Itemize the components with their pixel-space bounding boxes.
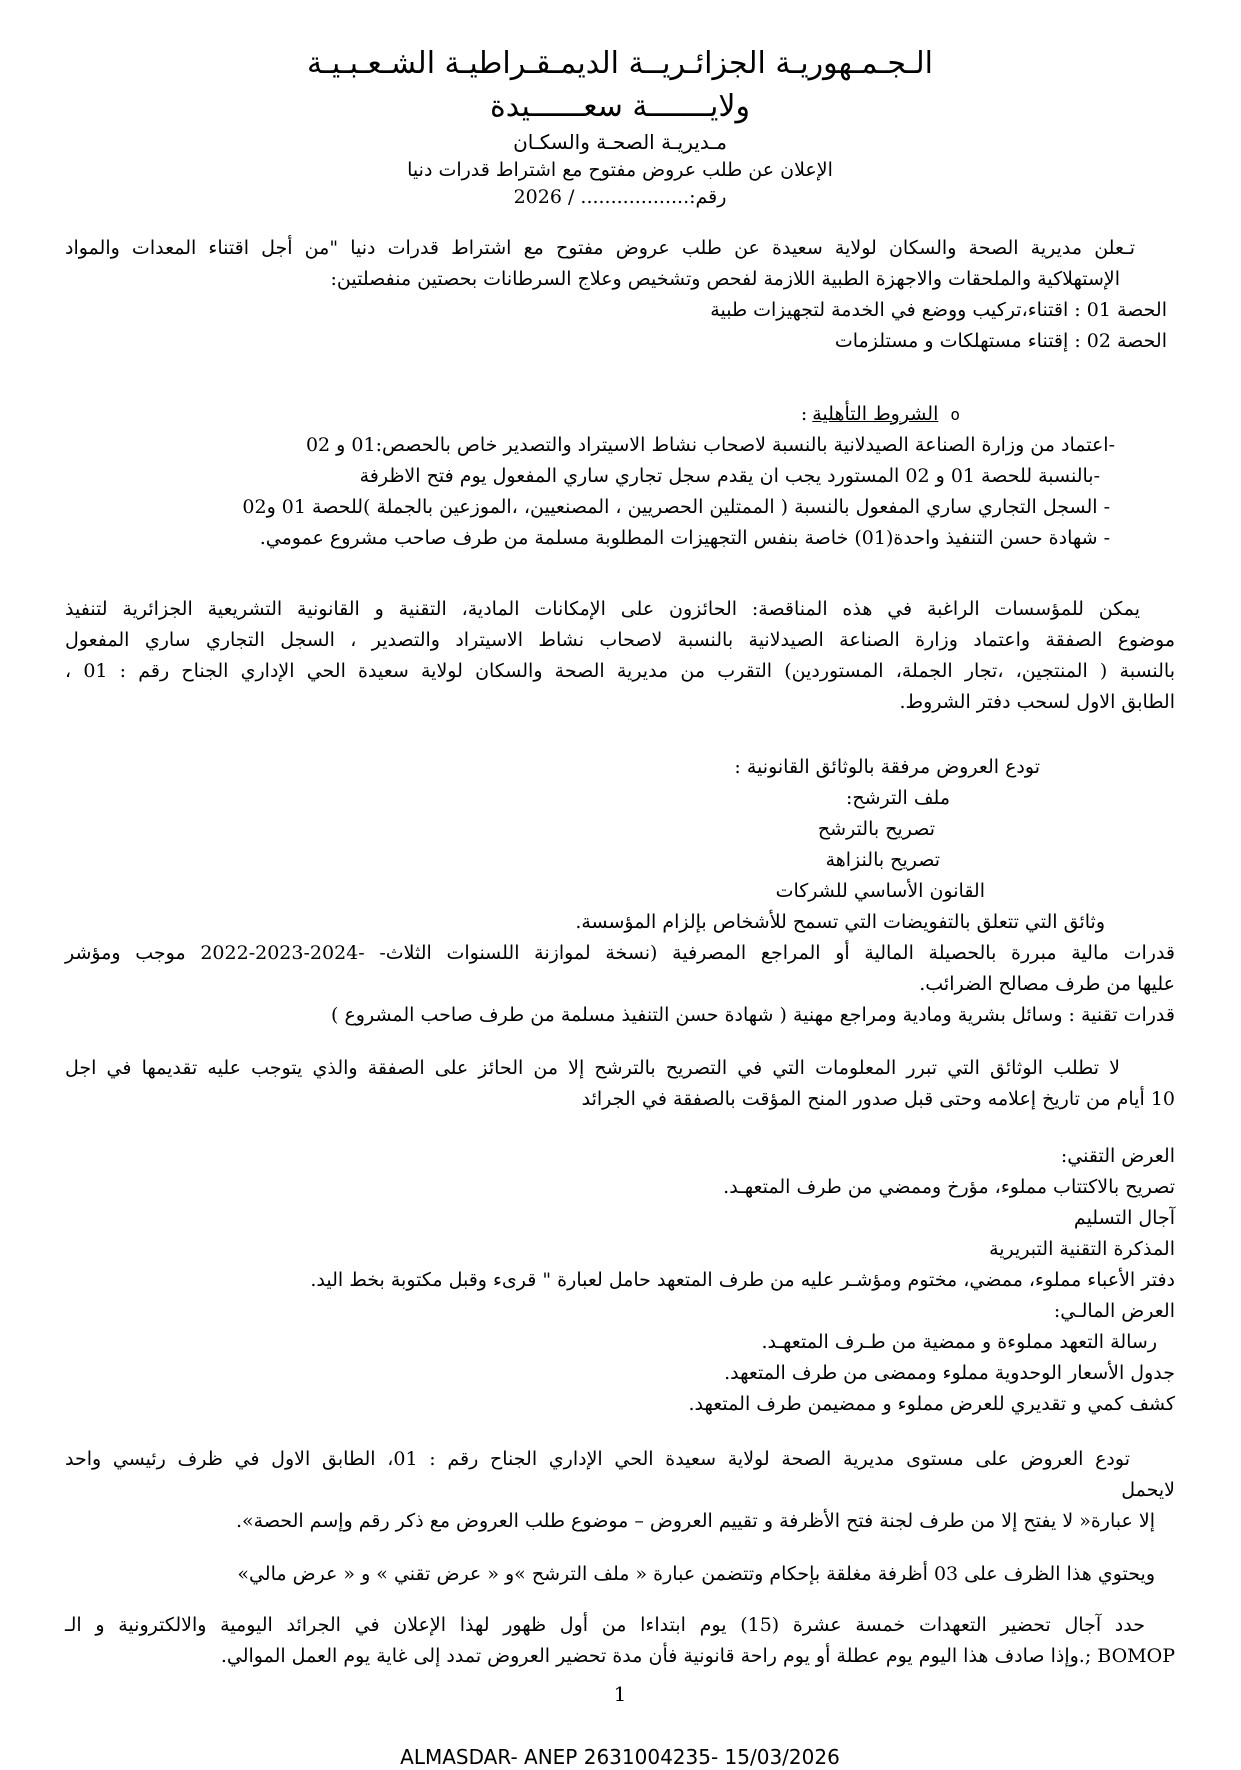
financial-capacities-line-1: قدرات مالية مبررة بالحصيلة المالية أو المراجع المصرفية (نسخة لموازنة اللسنوات الثلاث- -2024-2023-2022 موجب ومؤشر: [65, 942, 1175, 964]
qualification-item-4: - شهادة حسن التنفيذ واحدة(01) خاصة بنفس التجهيزات المطلوبة مسلمة من طرف صاحب مشروع عمومي.: [259, 527, 1110, 549]
header-number-line: رقم:.................. / 2026: [513, 186, 727, 208]
note-line-2: 10 أيام من تاريخ إعلامه وحتى قبل صدور المنح المؤقت بالصفقة في الجرائد: [581, 1088, 1175, 1110]
documents-item-1: تصريح بالترشح: [817, 818, 935, 840]
candidacy-file-title: ملف الترشح:: [845, 787, 950, 809]
financial-offer-line-2: جدول الأسعار الوحدوية مملوء وممضى من طرف المتعهد.: [724, 1362, 1175, 1384]
documents-item-3: القانون الأساسي للشركات: [775, 880, 985, 902]
qualification-header: [65, 399, 1175, 430]
eligibility-line-2: موضوع الصفقة واعتماد وزارة الصناعة الصيدلانية بالنسبة لاصحاب نشاط الاسيتراد والتصدير ، السجل التجاري ساري المفعول: [65, 629, 1175, 651]
deadline-line-2: BOMOP ;.وإذا صادف هذا اليوم يوم عطلة أو يوم راحة قانونية فأن مدة تحضير العروض تمدد إلى غاية يوم العمل الموالي.: [220, 1645, 1175, 1667]
qualification-item-3: - السجل التجاري ساري المفعول بالنسبة ( الممتلين الحصريين ، المصنعيين، ،الموزعين بالجملة )للحصة 01 و02: [242, 496, 1110, 518]
header-directorate: مـديريـة الصحـة والسكـان: [513, 130, 727, 154]
intro-line-1: تـعلن مديرية الصحة والسكان لولاية سعيدة عن طلب عروض مفتوح مع اشتراط قدرات دنيا "من أجل اقتناء المعدات والمواد: [65, 237, 1135, 259]
anep-reference-line: ALMASDAR- ANEP 2631004235- 15/03/2026: [400, 1745, 840, 1769]
financial-offer-line-3: كشف كمي و تقديري للعرض مملوء و ممضيمن طرف المتعهد.: [688, 1393, 1175, 1415]
header-republic: الـجـمـهوريـة الجزائـريــة الديمـقـراطيـة الشـعـبـيـة: [306, 46, 934, 81]
qualification-colon: :: [800, 403, 808, 425]
envelopes-line: ويحتوي هذا الظرف على 03 أظرفة مغلقة بإحكام وتتضمن عبارة « ملف الترشح »و « عرض تقني » و « عرض مالي»: [237, 1563, 1155, 1585]
financial-capacities-line-2: عليها من طرف مصالح الضرائب.: [919, 973, 1175, 995]
qualification-item-2: -بالنسبة للحصة 01 و 02 المستورد يجب ان يقدم سجل تجاري ساري المفعول يوم فتح الاظرفة: [359, 465, 1100, 487]
financial-offer-line-1: رسالة التعهد مملوءة و ممضية من طـرف المتعهـد.: [761, 1331, 1157, 1353]
page-number: 1: [613, 1682, 627, 1706]
header-wilaya: ولايـــــــة سعــــــيدة: [490, 89, 750, 124]
submission-line-1: تودع العروض على مستوى مديرية الصحة لولاية سعيدة الحي الإداري الجناح رقم : 01، الطابق الاول في ظرف رئيسي واحد: [65, 1448, 1131, 1470]
technical-offer-line-3: المذكرة التقنية التبريرية: [989, 1238, 1175, 1260]
documents-intro: تودع العروض مرفقة بالوثائق القانونية :: [734, 756, 1040, 778]
submission-line-2: لايحمل: [1121, 1479, 1175, 1501]
header-announcement-title: الإعلان عن طلب عروض مفتوح مع اشتراط قدرات دنيا: [407, 159, 833, 181]
qualification-title: الشروط التأهلية: [812, 403, 939, 425]
documents-item-4: وثائق التي تتعلق بالتفويضات التي تسمح للأشخاص بإلزام المؤسسة.: [575, 911, 1105, 933]
list-bullet: o: [950, 405, 960, 424]
deadline-line-1: حدد آجال تحضير التعهدات خمسة عشرة (15) يوم ابتداءا من أول ظهور لهذا الإعلان في الجرائد اليومية والالكترونية و الـ: [65, 1614, 1145, 1636]
technical-offer-line-1: تصريح بالاكتتاب مملوء، مؤرخ وممضي من طرف المتعهـد.: [723, 1176, 1175, 1198]
technical-offer-line-4: دفتر الأعباء مملوء، ممضي، مختوم ومؤشـر عليه من طرف المتعهد حامل لعبارة " قرىء وقبل مكتوبة بخط اليد.: [310, 1269, 1175, 1291]
qualification-item-1: -اعتماد من وزارة الصناعة الصيدلانية بالنسبة لاصحاب نشاط الاسيتراد والتصدير خاص بالحصص:01 و 02: [305, 434, 1115, 456]
technical-offer-line-2: آجال التسليم: [1073, 1207, 1175, 1229]
eligibility-line-1: يمكن للمؤسسات الراغبة في هذه المناقصة: الحائزون على الإمكانات المادية، التقنية و القانونية التشريعية الجزائرية لتنفيذ: [65, 598, 1140, 620]
financial-offer-title: العرض المالـي:: [1053, 1300, 1175, 1322]
eligibility-line-3: بالنسبة ( المنتجين، ،تجار الجملة، المستوردين) التقرب من مديرية الصحة والسكان لولاية سعيدة الحي الإداري الجناح رقم : 01 ،: [65, 660, 1175, 682]
note-line-1: لا تطلب الوثائق التي تبرر المعلومات التي في التصريح بالترشح إلا من الحائز على الصفقة والذي يتوجب عليه تقديمها في اجل: [65, 1057, 1120, 1079]
submission-line-3: إلا عبارة« لا يفتح إلا من طرف لجنة فتح الأظرفة و تقييم العروض – موضوع طلب العروض مع ذكر رقم وإسم الحصة».: [235, 1510, 1155, 1532]
lot-1-line: الحصة 01 : اقتناء،تركيب ووضع في الخدمة لتجهيزات طبية: [710, 299, 1167, 321]
technical-capacities-line: قدرات تقنية : وسائل بشرية ومادية ومراجع مهنية ( شهادة حسن التنفيذ مسلمة من طرف صاحب المشروع ): [331, 1004, 1175, 1026]
lot-2-line: الحصة 02 : إقتناء مستهلكات و مستلزمات: [834, 330, 1167, 352]
intro-line-2: الإستهلاكية والملحقات والاجهزة الطبية اللازمة لفحص وتشخيص وعلاج السرطانات بحصتين منفصلتين:: [330, 268, 1120, 290]
eligibility-line-4: الطابق الاول لسحب دفتر الشروط.: [899, 691, 1175, 713]
documents-item-2: تصريح بالنزاهة: [825, 849, 940, 871]
technical-offer-title: العرض التقني:: [1060, 1145, 1175, 1167]
